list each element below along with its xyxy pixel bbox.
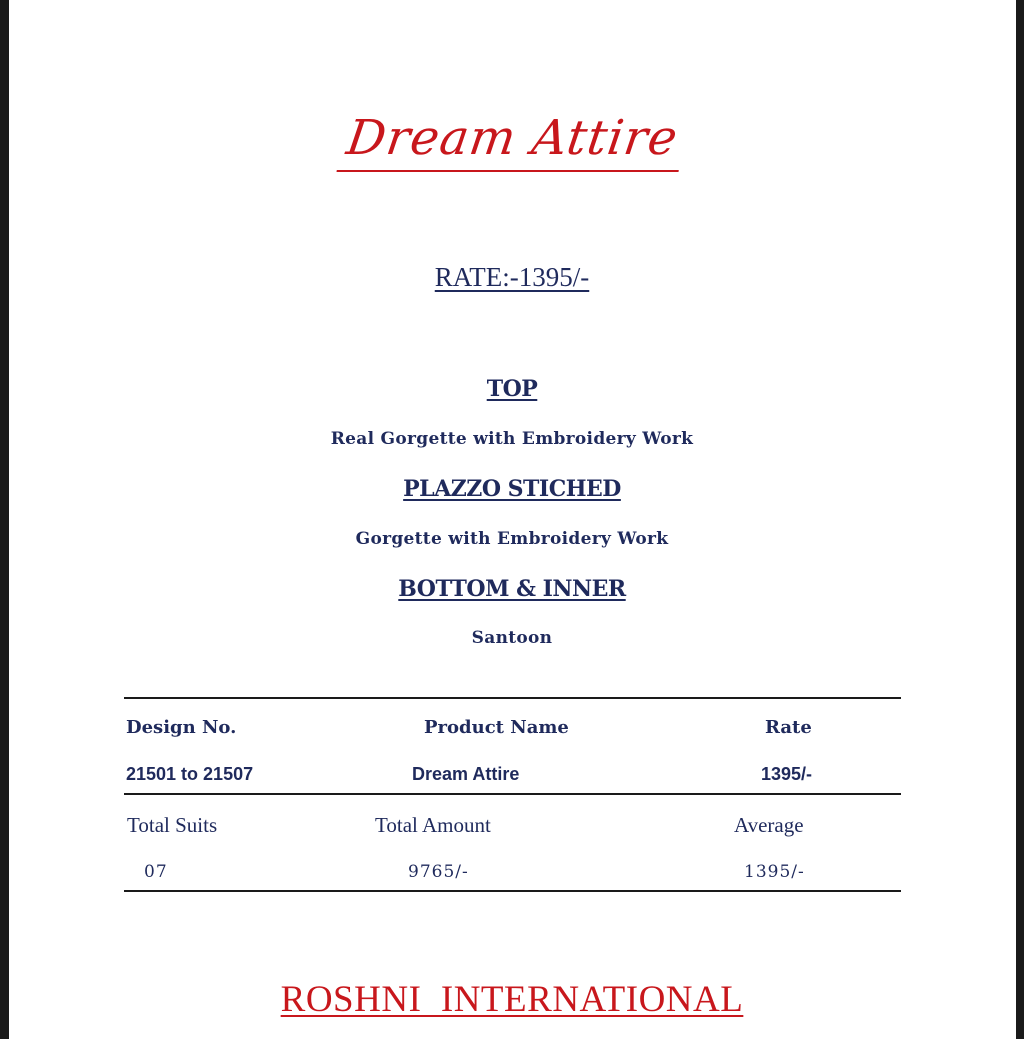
header-total-suits: Total Suits <box>127 813 218 837</box>
brand-logo <box>0 108 1024 172</box>
section-title-top <box>0 376 1024 402</box>
company-name <box>0 978 1024 1021</box>
header-average: Average <box>734 813 804 837</box>
rate-heading <box>0 262 1024 293</box>
rate-heading-text: RATE:-1395/- <box>434 262 590 292</box>
cell-product-name: Dream Attire <box>412 764 520 784</box>
section-desc-plazzo: Gorgette with Embroidery Work <box>355 529 669 549</box>
header-design-no: Design No. <box>126 717 237 738</box>
company-name-text: ROSHNI INTERNATIONAL <box>280 979 744 1020</box>
brand-name: Dream Attire <box>336 108 687 172</box>
table-bottom-rule <box>124 890 901 892</box>
cell-rate: 1395/- <box>761 764 813 784</box>
header-total-amount: Total Amount <box>375 813 491 837</box>
section-title-plazzo-text: PLAZZO STICHED <box>403 476 621 502</box>
table-top-rule <box>124 697 901 699</box>
section-title-bottom-inner <box>0 576 1024 602</box>
header-rate: Rate <box>765 717 812 738</box>
section-title-bottom-inner-text: BOTTOM & INNER <box>398 576 626 602</box>
section-desc-top: Real Gorgette with Embroidery Work <box>330 429 694 449</box>
section-title-plazzo <box>0 476 1024 502</box>
cell-total-amount: 9765/- <box>408 862 469 882</box>
header-product-name: Product Name <box>424 717 569 738</box>
cell-total-suits: 07 <box>144 862 168 882</box>
cell-average: 1395/- <box>744 862 805 882</box>
table-middle-rule <box>124 793 901 795</box>
cell-design-no: 21501 to 21507 <box>126 764 254 784</box>
section-desc-bottom-inner: Santoon <box>471 628 553 648</box>
section-title-top-text: TOP <box>486 376 538 402</box>
